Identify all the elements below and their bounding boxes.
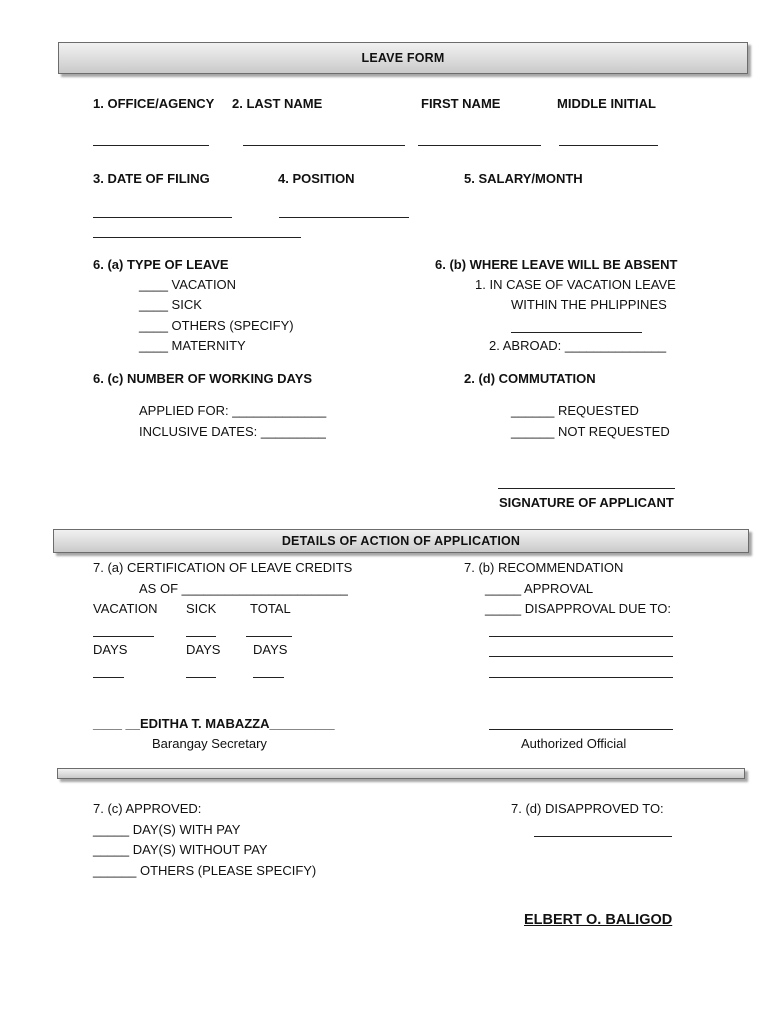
authorized-official-signature-line[interactable]	[489, 729, 673, 730]
leave-option-vacation[interactable]: ____ VACATION	[139, 277, 237, 292]
disapproval-reason-line-1[interactable]	[489, 636, 673, 637]
position-label: 4. POSITION	[278, 171, 355, 186]
recommendation-disapproval[interactable]: _____ DISAPPROVAL DUE TO:	[485, 601, 671, 616]
leave-option-maternity[interactable]: ____ MATERNITY	[139, 338, 246, 353]
days-with-pay-field[interactable]: _____ DAY(S) WITH PAY	[93, 822, 241, 837]
last-name-label: 2. LAST NAME	[232, 96, 323, 111]
section-separator-bar	[57, 768, 745, 779]
disapproval-reason-line-2[interactable]	[489, 656, 673, 657]
vacation-credits-field[interactable]	[93, 636, 154, 637]
authorized-official-title: Authorized Official	[521, 736, 627, 751]
position-field[interactable]	[279, 217, 409, 218]
certification-as-of-field[interactable]: AS OF _______________________	[139, 581, 348, 596]
commutation-not-requested[interactable]: ______ NOT REQUESTED	[511, 424, 670, 439]
date-of-filing-field[interactable]	[93, 217, 232, 218]
office-agency-field[interactable]	[93, 145, 209, 146]
where-absent-heading: 6. (b) WHERE LEAVE WILL BE ABSENT	[435, 257, 678, 272]
recommendation-heading: 7. (b) RECOMMENDATION	[464, 560, 624, 575]
vacation-days-label: DAYS	[93, 642, 128, 657]
signature-of-applicant-label: SIGNATURE OF APPLICANT	[499, 495, 674, 510]
sick-days-field[interactable]	[186, 677, 216, 678]
first-name-label: FIRST NAME	[421, 96, 501, 111]
sick-credits-field[interactable]	[186, 636, 216, 637]
total-credits-field[interactable]	[246, 636, 292, 637]
certification-heading: 7. (a) CERTIFICATION OF LEAVE CREDITS	[93, 560, 353, 575]
applicant-signature-line[interactable]	[498, 488, 675, 489]
total-days-field[interactable]	[253, 677, 284, 678]
action-details-title: DETAILS OF ACTION OF APPLICATION	[281, 534, 521, 548]
middle-initial-label: MIDDLE INITIAL	[557, 96, 656, 111]
vacation-days-field[interactable]	[93, 677, 124, 678]
days-without-pay-field[interactable]: _____ DAY(S) WITHOUT PAY	[93, 842, 268, 857]
secretary-name: ____ __EDITHA T. MABAZZA_________	[93, 716, 335, 731]
approved-heading: 7. (c) APPROVED:	[93, 801, 202, 816]
others-specify-field[interactable]: ______ OTHERS (PLEASE SPECIFY)	[93, 863, 317, 878]
sick-days-label: DAYS	[186, 642, 221, 657]
last-name-field[interactable]	[243, 145, 405, 146]
salary-label: 5. SALARY/MONTH	[464, 171, 583, 186]
inclusive-dates-field[interactable]: INCLUSIVE DATES: _________	[139, 424, 326, 439]
within-philippines-label: WITHIN THE PHLIPPINES	[511, 297, 667, 312]
date-of-filing-label: 3. DATE OF FILING	[93, 171, 210, 186]
applied-for-field[interactable]: APPLIED FOR: _____________	[139, 403, 327, 418]
office-agency-label: 1. OFFICE/AGENCY	[93, 96, 215, 111]
abroad-field[interactable]: 2. ABROAD: ______________	[489, 338, 667, 353]
date-of-filing-field-extra[interactable]	[93, 237, 301, 238]
working-days-heading: 6. (c) NUMBER OF WORKING DAYS	[93, 371, 313, 386]
total-column-label: TOTAL	[250, 601, 291, 616]
recommendation-approval[interactable]: _____ APPROVAL	[485, 581, 594, 596]
leave-option-sick[interactable]: ____ SICK	[139, 297, 202, 312]
leave-option-others[interactable]: ____ OTHERS (SPECIFY)	[139, 318, 294, 333]
within-philippines-field[interactable]	[511, 332, 642, 333]
vacation-leave-case-label: 1. IN CASE OF VACATION LEAVE	[475, 277, 676, 292]
disapproved-reason-field[interactable]	[534, 836, 672, 837]
first-name-field[interactable]	[418, 145, 541, 146]
type-of-leave-heading: 6. (a) TYPE OF LEAVE	[93, 257, 229, 272]
action-details-bar	[53, 529, 749, 553]
commutation-requested[interactable]: ______ REQUESTED	[511, 403, 639, 418]
form-title: LEAVE FORM	[361, 51, 445, 65]
disapproval-reason-line-3[interactable]	[489, 677, 673, 678]
signatory-name: ELBERT O. BALIGOD	[524, 912, 673, 928]
total-days-label: DAYS	[253, 642, 288, 657]
secretary-title: Barangay Secretary	[152, 736, 267, 751]
commutation-heading: 2. (d) COMMUTATION	[464, 371, 596, 386]
leave-form-title-bar	[58, 42, 748, 74]
middle-initial-field[interactable]	[559, 145, 658, 146]
sick-column-label: SICK	[186, 601, 217, 616]
vacation-column-label: VACATION	[93, 601, 158, 616]
disapproved-heading: 7. (d) DISAPPROVED TO:	[511, 801, 664, 816]
